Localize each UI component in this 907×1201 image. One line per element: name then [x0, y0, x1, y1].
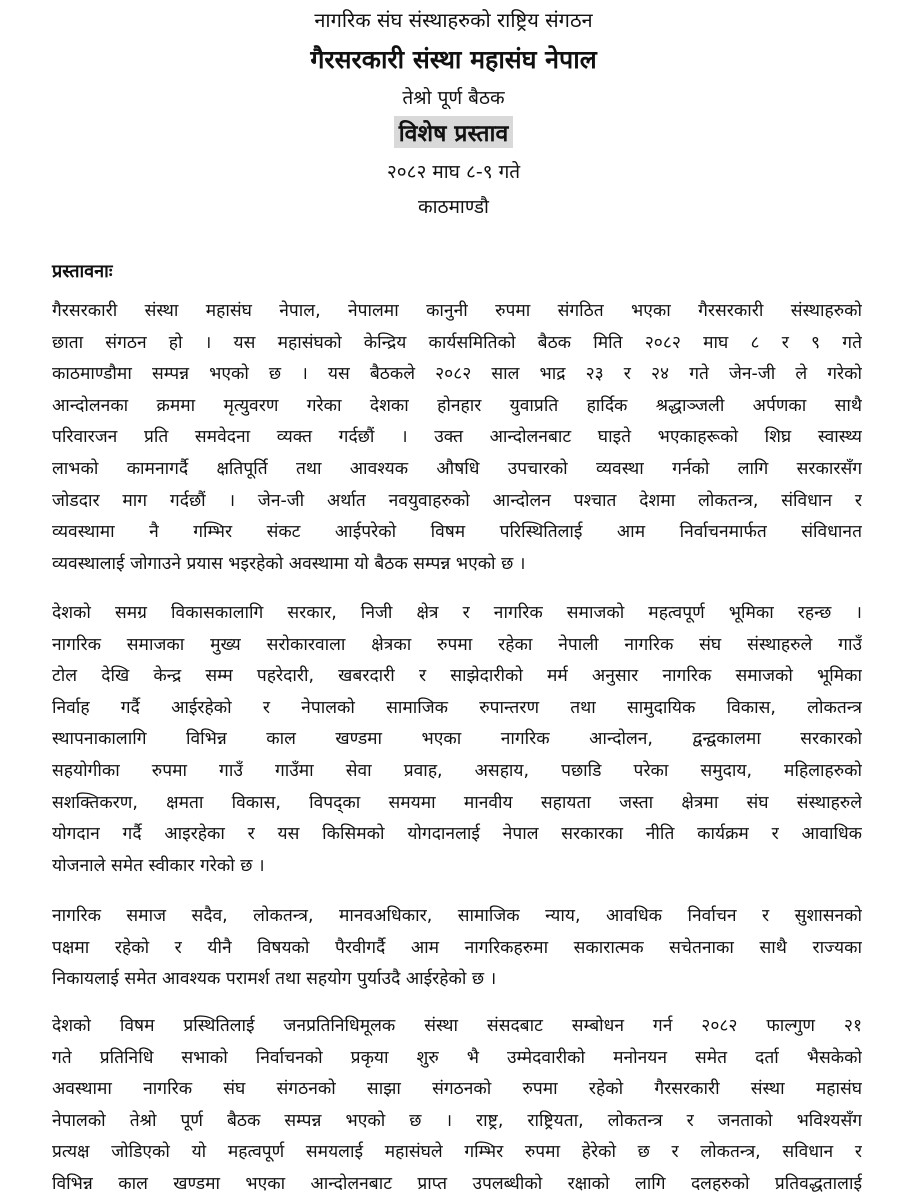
text-line: योजनाले समेत स्वीकार गरेको छ ।: [52, 855, 265, 876]
text-line: आन्दोलनका क्रममा मृत्युवरण गरेका देशका होनहार युवाप्रति हार्दिक श्रद्धाञ्जली अर्पणका साथै: [52, 395, 862, 416]
paragraph-4: [52, 1011, 862, 1201]
meeting-place: काठमाण्डौ: [418, 196, 489, 218]
text-line: गैरसरकारी संस्था महासंघ नेपाल, नेपालमा कानुनी रुपमा संगठित भएका गैरसरकारी संस्थाहरुको: [52, 301, 862, 321]
preamble-heading: प्रस्तावनाः: [52, 261, 113, 282]
text-line: काठमाण्डौमा सम्पन्न भएको छ । यस बैठकले २०८२ साल भाद्र २३ र २४ गते जेन-जी ले गरेको: [52, 364, 862, 385]
resolution-title: विशेष प्रस्ताव: [394, 116, 514, 148]
text-line: नागरिक समाजका मुख्य सरोकारवाला क्षेत्रका रुपमा रहेका नेपाली नागरिक संघ संस्थाहरुले गाउँ: [52, 634, 862, 655]
text-line: टोल देखि केन्द्र सम्म पहरेदारी, खबरदारी र साझेदारीको मर्म अनुसार नागरिक समाजको भूमिका: [52, 666, 862, 687]
text-line: गते प्रतिनिधि सभाको निर्वाचनको प्रकृया शुरु भै उम्मेदवारीको मनोनयन समेत दर्ता भैसकेको: [52, 1047, 862, 1068]
text-line: देशको समग्र विकासकालागि सरकार, निजी क्षेत्र र नागरिक समाजको महत्वपूर्ण भूमिका रहन्छ ।: [52, 603, 862, 623]
text-line: सहयोगीका रुपमा गाउँ गाउँमा सेवा प्रवाह, असहाय, पछाडि परेका समुदाय, महिलाहरुको: [52, 760, 862, 781]
text-line: अवस्थामा नागरिक संघ संगठनको साझा संगठनको रुपमा रहेको गैरसरकारी संस्था महासंघ: [52, 1079, 862, 1100]
text-line: निर्वाह गर्दै आईरहेको र नेपालको सामाजिक रुपान्तरण तथा सामुदायिक विकास, लोकतन्त्र: [52, 697, 862, 718]
text-line: स्थापनाकालागि विभिन्न काल खण्डमा भएका नागरिक आन्दोलन, द्वन्द्वकालमा सरकारको: [52, 729, 862, 750]
text-line: सशक्तिकरण, क्षमता विकास, विपद्का समयमा मानवीय सहायता जस्ता क्षेत्रमा संघ संस्थाहरुले: [52, 792, 862, 813]
text-line: विभिन्न काल खण्डमा भएका आन्दोलनबाट प्राप्त उपलब्धीको रक्षाको लागि दलहरुको प्रतिवद्धतालाई: [52, 1173, 862, 1194]
federation-title: गैरसरकारी संस्था महासंघ नेपाल: [310, 45, 597, 74]
text-line: लाभको कामनागर्दै क्षतिपूर्ति तथा आवश्यक औषधि उपचारको व्यवस्था गर्नको लागि सरकारसँग: [52, 458, 862, 479]
text-line: व्यवस्थालाई जोगाउने प्रयास भइरहेको अवस्थामा यो बैठक सम्पन्न भएको छ ।: [52, 553, 526, 574]
text-line: नागरिक समाज सदैव, लोकतन्त्र, मानवअधिकार, सामाजिक न्याय, आवधिक निर्वाचन र सुशासनको: [52, 906, 862, 926]
paragraph-1: [52, 296, 862, 580]
text-line: जोडदार माग गर्दछौं । जेन-जी अर्थात नवयुवाहरुको आन्दोलन पश्चात देशमा लोकतन्त्र, संविधान र: [52, 490, 862, 511]
paragraph-3: [52, 901, 862, 996]
text-line: योगदान गर्दै आइरहेका र यस किसिमको योगदानलाई नेपाल सरकारका नीति कार्यक्रम र आवाधिक: [52, 824, 862, 845]
meeting-title: तेश्रो पूर्ण बैठक: [402, 87, 505, 109]
text-line: निकायलाई समेत आवश्यक परामर्श तथा सहयोग पुर्याउदै आईरहेको छ ।: [52, 969, 497, 990]
resolution-heading: [0, 116, 907, 148]
text-line: नेपालको तेश्रो पूर्ण बैठक सम्पन्न भएको छ । राष्ट्र, राष्ट्रियता, लोकतन्त्र र जनताको भविश्यसँग: [52, 1110, 862, 1131]
meeting-date: २०८२ माघ ८-९ गते: [386, 161, 521, 183]
text-line: व्यवस्थामा नै गम्भिर संकट आईपरेको विषम परिस्थितिलाई आम निर्वाचनमार्फत संविधानत: [52, 522, 862, 543]
text-line: प्रत्यक्ष जोडिएको यो महत्वपूर्ण समयलाई महासंघले गम्भिर रुपमा हेरेको छ र लोकतन्त्र, सविधान र: [52, 1142, 862, 1163]
paragraph-2: [52, 598, 862, 882]
text-line: छाता संगठन हो । यस महासंघको केन्द्रिय कार्यसमितिको बैठक मिति २०८२ माघ ८ र ९ गते: [52, 332, 862, 353]
text-line: पक्षमा रहेको र यीनै विषयको पैरवीगर्दै आम नागरिकहरुमा सकारात्मक सचेतनाका साथै राज्यका: [52, 937, 862, 958]
organization-subtitle: नागरिक संघ संस्थाहरुको राष्ट्रिय संगठन: [314, 8, 593, 32]
text-line: देशको विषम प्रस्थितिलाई जनप्रतिनिधिमूलक संस्था संसदबाट सम्बोधन गर्न २०८२ फाल्गुण २१: [52, 1016, 862, 1036]
text-line: परिवारजन प्रति समवेदना व्यक्त गर्दछौं । उक्त आन्दोलनबाट घाइते भएकाहरूको शिघ्र स्वास्थ्य: [52, 427, 862, 448]
